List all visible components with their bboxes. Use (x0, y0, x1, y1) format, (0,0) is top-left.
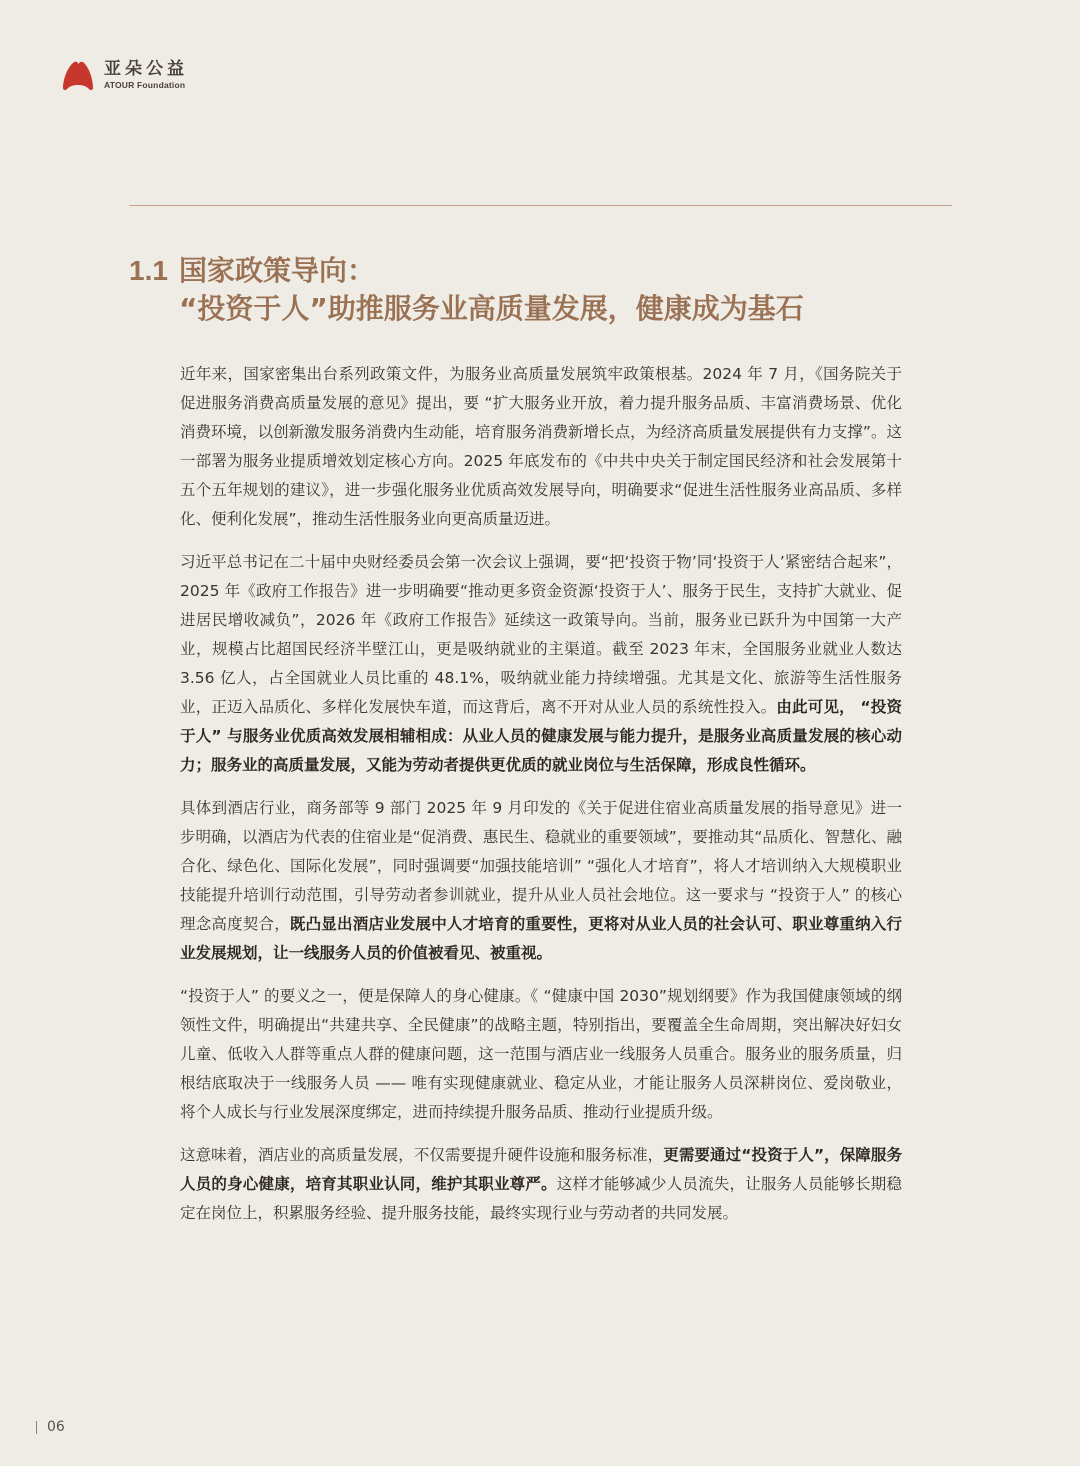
page-footer (36, 1419, 65, 1435)
paragraph-3-emphasis: 既凸显出酒店业发展中人才培育的重要性，更将对从业人员的社会认可、职业尊重纳入行业发展规划，让一线服务人员的价值被看见、被重视。 (180, 915, 902, 962)
paragraph-5-text: 这意味着，酒店业的高质量发展，不仅需要提升硬件设施和服务标准， (180, 1146, 664, 1164)
paragraph-4-text: “投资于人” 的要义之一，便是保障人的身心健康。《 “健康中国 2030”规划纲要》作为我国健康领域的纲领性文件，明确提出“共建共享、全民健康”的战略主题，特别指出，要覆盖全生命周期，突出解决好妇女儿童、低收入人群等重点人群的健康问题，这一范围与酒店业一线服务人员重合。服务业的服务质量，归根结底取决于一线服务人员 —— 唯有实现健康就业、稳定从业，才能让服务人员深耕岗位、爱岗敬业，将个人成长与行业发展深度绑定，进而持续提升服务品质、推动行业提质升级。 (180, 987, 902, 1121)
paragraph-3 (180, 794, 902, 968)
paragraph-3-text: 具体到酒店行业，商务部等 9 部门 2025 年 9 月印发的《关于促进住宿业高质量发展的指导意见》进一步明确，以酒店为代表的住宿业是“促消费、惠民生、稳就业的重要领域”，要推动其“品质化、智慧化、融合化、绿色化、国际化发展”，同时强调要“加强技能培训” “强化人才培育”，将人才培训纳入大规模职业技能提升培训行动范围，引导劳动者参训就业，提升从业人员社会地位。这一要求与 “投资于人” 的核心理念高度契合， (180, 799, 902, 933)
paragraph-1-text: 近年来，国家密集出台系列政策文件，为服务业高质量发展筑牢政策根基。2024 年 7 月，《国务院关于促进服务消费高质量发展的意见》提出，要 “扩大服务业开放，着力提升服务品质、丰富消费场景、优化消费环境，以创新激发服务消费内生动能，培育服务消费新增长点，为经济高质量发展提供有力支撑”。这一部署为服务业提质增效划定核心方向。2025 年底发布的《中共中央关于制定国民经济和社会发展第十五个五年规划的建议》，进一步强化服务业优质高效发展导向，明确要求“促进生活性服务业高品质、多样化、便利化发展”，推动生活性服务业向更高质量迈进。 (180, 365, 902, 528)
brand-name-en: ATOUR Foundation (104, 79, 186, 90)
paragraph-5-tail: 这样才能够减少人员流失，让服务人员能够长期稳定在岗位上，积累服务经验、提升服务技能，最终实现行业与劳动者的共同发展。 (180, 1175, 902, 1222)
atour-logo-icon (61, 58, 95, 92)
page-number: 06 (47, 1419, 65, 1435)
paragraph-2 (180, 548, 902, 780)
article-body (180, 360, 902, 1242)
paragraph-4 (180, 982, 902, 1127)
paragraph-1 (180, 360, 902, 534)
section-number: 1.1 (129, 255, 168, 286)
brand-name-cn: 亚朵公益 (104, 58, 188, 79)
section-heading (129, 252, 949, 328)
section-divider (129, 205, 952, 206)
heading-line-2: “投资于人”助推服务业高质量发展，健康成为基石 (179, 292, 804, 325)
brand-header (61, 58, 188, 92)
paragraph-2-text: 习近平总书记在二十届中央财经委员会第一次会议上强调，要“把‘投资于物’同‘投资于人’紧密结合起来”，2025 年《政府工作报告》进一步明确要“推动更多资金资源‘投资于人’、服务于民生，支持扩大就业、促进居民增收减负”，2026 年《政府工作报告》延续这一政策导向。当前，服务业已跃升为中国第一大产业，规模占比超国民经济半壁江山，更是吸纳就业的主渠道。截至 2023 年末，全国服务业就业人数达 3.56 亿人，占全国就业人员比重的 48.1%，吸纳就业能力持续增强。尤其是文化、旅游等生活性服务业，正迈入品质化、多样化发展快车道，而这背后，离不开对从业人员的系统性投入。 (180, 553, 902, 716)
paragraph-5 (180, 1141, 902, 1228)
paragraph-2-emphasis: 由此可见， “投资于人” 与服务业优质高效发展相辅相成：从业人员的健康发展与能力提升，是服务业高质量发展的核心动力；服务业的高质量发展，又能为劳动者提供更优质的就业岗位与生活保障，形成良性循环。 (180, 698, 902, 774)
page-number-bar (36, 1421, 37, 1434)
heading-line-1: 国家政策导向： (179, 254, 376, 287)
paragraph-5-emphasis: 更需要通过“投资于人”，保障服务人员的身心健康，培育其职业认同，维护其职业尊严。 (180, 1146, 902, 1193)
